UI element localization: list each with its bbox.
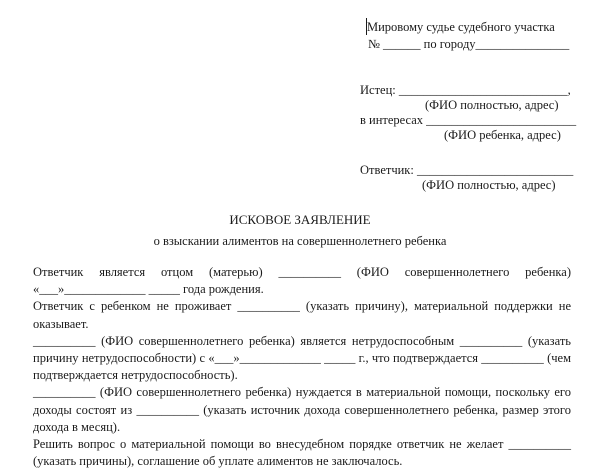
defendant-hint: (ФИО полностью, адрес)	[422, 178, 556, 192]
court-district: № ______ по городу_______________	[368, 37, 570, 51]
court-addressee: Мировому судье судебного участка	[367, 20, 555, 34]
plaintiff-hint: (ФИО полностью, адрес)	[425, 98, 559, 112]
body-paragraph-4: __________ (ФИО совершеннолетнего ребенка) нуждается в материальной помощи, поскольку его доходы состоят из __________ (указать источник дохода совершеннолетнего ребенка, размер этого дохода в месяц).	[33, 385, 571, 434]
body-paragraph-5: Решить вопрос о материальной помощи во внесудебном порядке ответчик не желает __________ (указать причины), соглашение об уплате алиментов не заключалось.	[33, 437, 571, 469]
document-subtitle: о взыскании алиментов на совершеннолетнего ребенка	[153, 234, 447, 248]
claim-body	[33, 264, 571, 470]
interest-hint: (ФИО ребенка, адрес)	[444, 128, 561, 142]
body-paragraph-2: Ответчик с ребенком не проживает __________ (указать причину), материальной поддержки не оказывает.	[33, 299, 571, 331]
body-paragraph-1: Ответчик является отцом (матерью) __________ (ФИО совершеннолетнего ребенка) «___»_____________ _____ года рождения.	[33, 265, 571, 297]
interest-line: в интересах ________________________	[360, 113, 577, 127]
document-title: ИСКОВОЕ ЗАЯВЛЕНИЕ	[229, 212, 371, 227]
defendant-line: Ответчик: _________________________	[360, 163, 574, 177]
body-paragraph-3: __________ (ФИО совершеннолетнего ребенка) является нетрудоспособным __________ (указать причину нетрудоспособности) с «___»_____________ _____ г., что подтверждается __________ (чем подтверждается нетрудоспособность).	[33, 333, 571, 383]
plaintiff-line: Истец: ___________________________,	[360, 83, 571, 97]
